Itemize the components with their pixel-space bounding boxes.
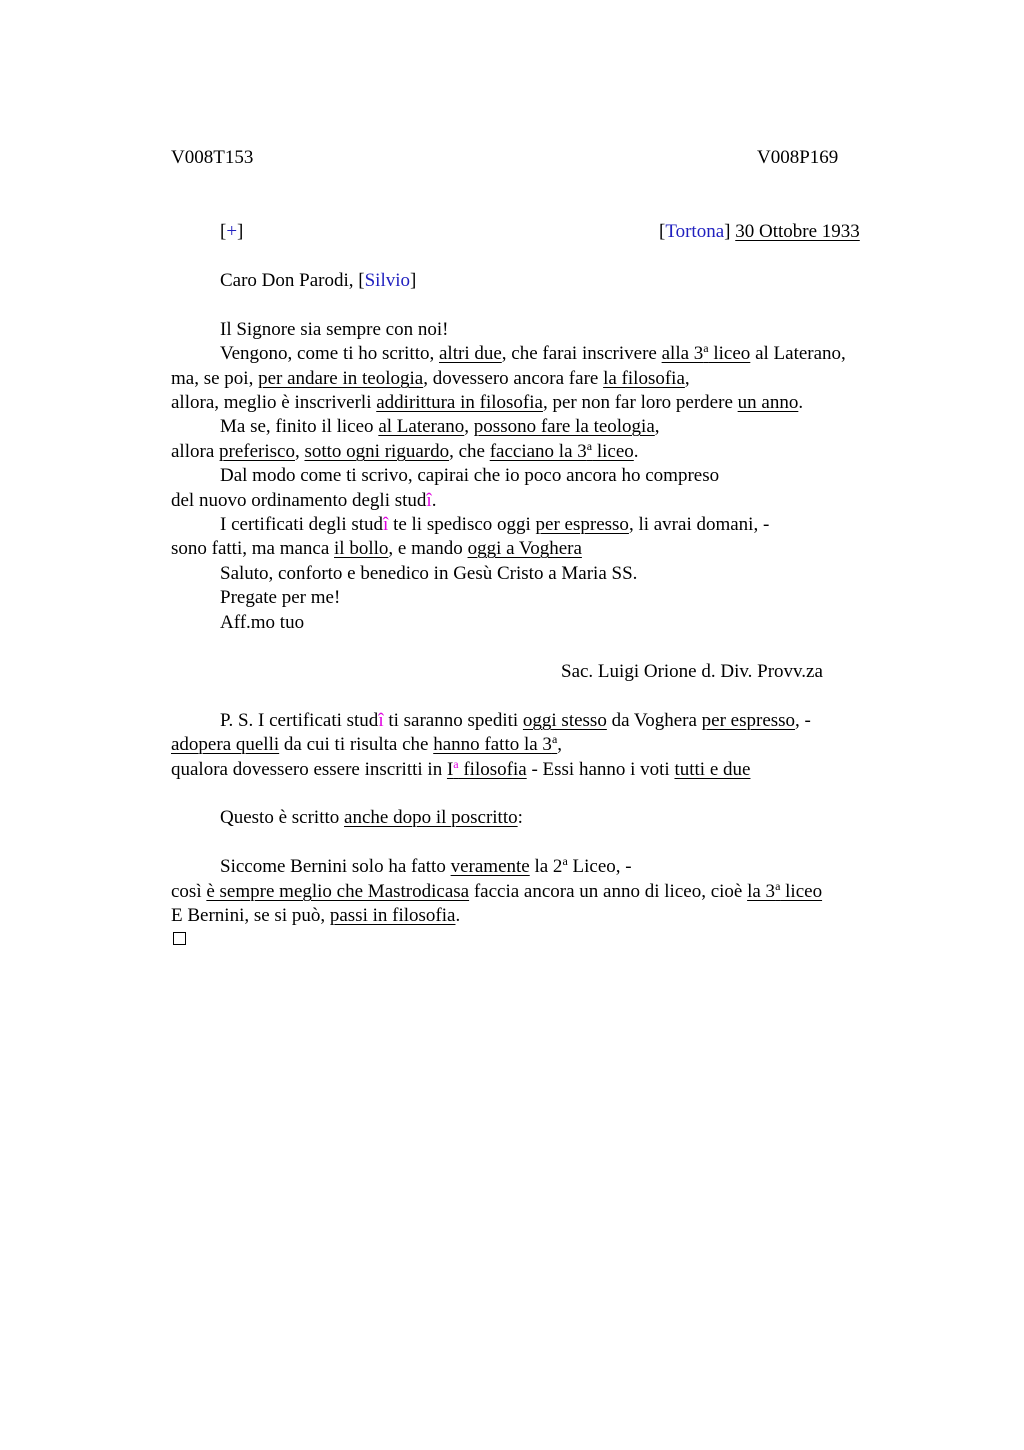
body-line-4: allora, meglio è inscriverli addirittura in filosofia, per non far loro perdere un anno. (171, 392, 804, 413)
body-line-11: Saluto, conforto e benedico in Gesù Cristo a Maria SS. (220, 563, 638, 584)
postscript-line-2: così è sempre meglio che Mastrodicasa faccia ancora un anno di liceo, cioè la 3$^a$ liceo (171, 879, 823, 902)
document-code-left: V008T153 (171, 147, 254, 168)
signature: Sac. Luigi Orione d. Div. Provv.za (561, 661, 823, 682)
body-line-5: Ma se, finito il liceo al Laterano, possono fare la teologia, (220, 416, 660, 437)
body-line-2: Vengono, come ti ho scritto, altri due, che farai inscrivere alla 3$^a$ liceo al Laterano, (220, 341, 846, 364)
ps-line-2: adopera quelli da cui ti risulta che hanno fatto la 3$^a$, (171, 732, 563, 755)
cross-mark: [+] (220, 221, 244, 242)
body-line-9: I certificati degli studî te li spedisco oggi per espresso, li avrai domani, - (220, 514, 770, 535)
postscript-line-1: Siccome Bernini solo ha fatto veramente la 2$^a$ Liceo, - (220, 854, 632, 877)
end-box-icon (173, 932, 186, 945)
body-line-6: allora preferisco, sotto ogni riguardo, che facciano la 3$^a$ liceo. (171, 439, 639, 462)
body-line-13: Aff.mo tuo (220, 612, 305, 633)
document-code-right: V008P169 (757, 147, 839, 168)
body-line-3: ma, se poi, per andare in teologia, dovessero ancora fare la filosofia, (171, 368, 690, 389)
body-line-10: sono fatti, ma manca il bollo, e mando oggi a Voghera (171, 538, 582, 559)
salutation: Caro Don Parodi, [Silvio] (220, 270, 417, 291)
body-line-1: Il Signore sia sempre con noi! (220, 319, 449, 340)
place-date: [Tortona] 30 Ottobre 1933 (659, 221, 860, 242)
place-name: Tortona (665, 221, 725, 242)
ps-line-3: qualora dovessero essere inscritti in $I^a$ filosofia - Essi hanno i voti tutti e due (171, 757, 751, 780)
cross-symbol: + (226, 221, 238, 242)
postscript-note: Questo è scritto anche dopo il poscritto: (220, 807, 523, 828)
letter-date: 30 Ottobre 1933 (735, 221, 860, 242)
ps-line-1: P. S. I certificati studî ti saranno spediti oggi stesso da Voghera per espresso, - (220, 710, 811, 731)
body-line-8: del nuovo ordinamento degli studî. (171, 490, 437, 511)
body-line-12: Pregate per me! (220, 587, 341, 608)
recipient-name: Silvio (364, 270, 410, 291)
body-line-7: Dal modo come ti scrivo, capirai che io poco ancora ho compreso (220, 465, 720, 486)
postscript-line-3: E Bernini, se si può, passi in filosofia. (171, 905, 461, 926)
